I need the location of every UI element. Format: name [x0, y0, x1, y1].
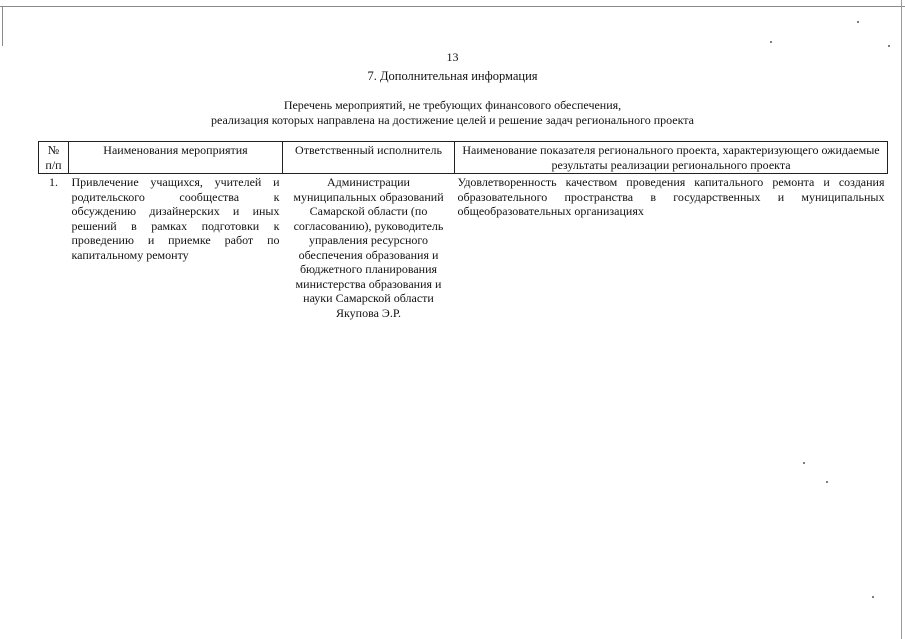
scan-speck	[888, 45, 890, 47]
header-num: № п/п	[39, 142, 69, 174]
page-number: 13	[446, 50, 459, 64]
header-responsible: Ответственный исполнитель	[283, 142, 455, 174]
header-name: Наименования мероприятия	[69, 142, 283, 174]
measures-table	[38, 141, 888, 321]
intro-line-2: реализация которых направлена на достижение целей и решение задач регионального проекта	[211, 113, 694, 127]
table-row	[39, 174, 888, 322]
scan-edge-right	[901, 0, 902, 639]
scan-edge-left	[2, 6, 3, 46]
row-num: 1.	[49, 175, 58, 189]
section-title: 7. Дополнительная информация	[367, 69, 538, 83]
scan-speck	[770, 41, 772, 43]
table-header-row	[39, 142, 888, 174]
row-indicator: Удовлетворенность качеством проведения капитального ремонта и создания образовательного пространства в государственных и муниципальных общеобразовательных организациях	[457, 175, 885, 218]
scan-speck	[872, 596, 874, 598]
row-measure-name: Привлечение учащихся, учителей и родительского сообщества к обсуждению дизайнерских и иных решений в рамках подготовки к проведению и приемке работ по капитальному ремонту	[71, 175, 280, 262]
scan-speck	[826, 481, 828, 483]
scan-speck	[803, 462, 805, 464]
intro-line-1: Перечень мероприятий, не требующих финансового обеспечения,	[283, 98, 622, 112]
intro-text	[0, 98, 905, 128]
header-indicator: Наименование показателя регионального проекта, характеризующего ожидаемые результаты реализации регионального проекта	[455, 142, 888, 174]
scan-speck	[857, 21, 859, 23]
scan-edge-top	[0, 6, 905, 7]
row-responsible: Администрации муниципальных образований Самарской области (по согласованию), руководитель управления ресурсного обеспечения образования и бюджетного планирования министерства образования и науки Самарской области Якупова Э.Р.	[293, 175, 444, 320]
